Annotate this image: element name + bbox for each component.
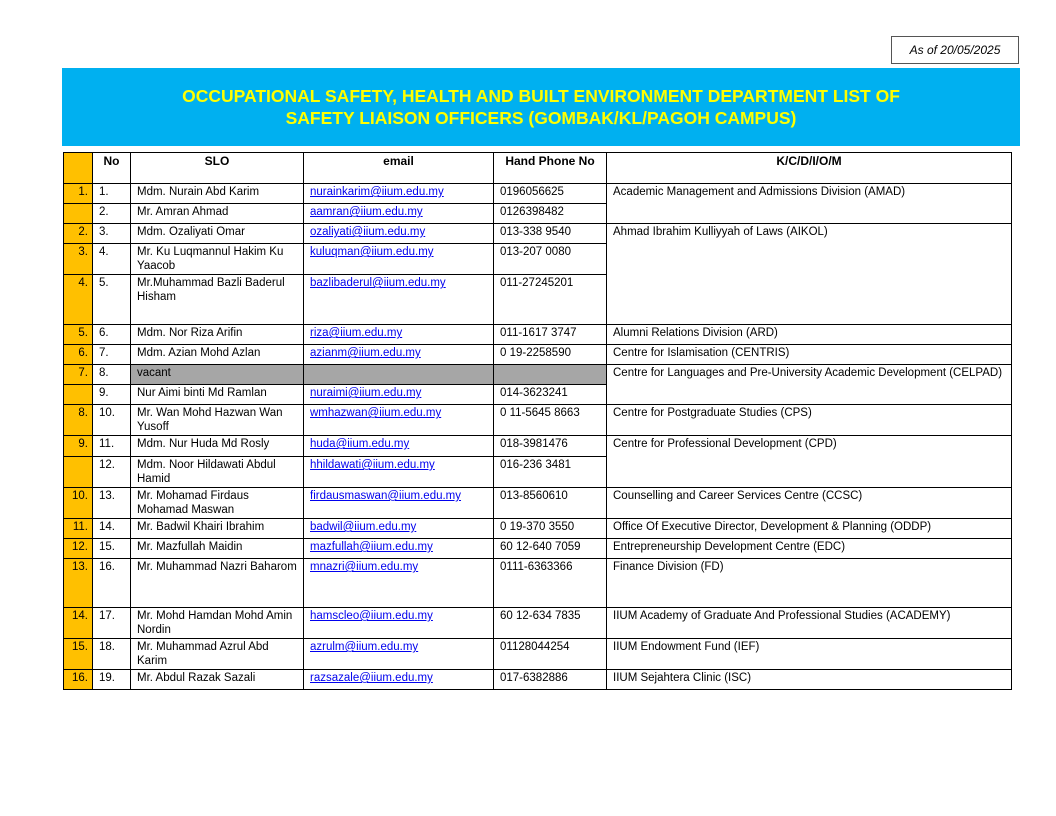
- row-index: 13.: [64, 559, 93, 608]
- email-link[interactable]: huda@iium.edu.my: [310, 438, 410, 450]
- row-index: 6.: [64, 345, 93, 365]
- row-slo: Mr. Wan Mohd Hazwan Wan Yusoff: [131, 405, 304, 436]
- row-phone: 013-207 0080: [494, 244, 607, 275]
- row-no: 18.: [93, 639, 131, 670]
- row-phone: 60 12-640 7059: [494, 539, 607, 559]
- row-index: 4.: [64, 275, 93, 325]
- row-no: 9.: [93, 385, 131, 405]
- table-row: [64, 639, 1012, 670]
- email-link[interactable]: nurainkarim@iium.edu.my: [310, 186, 444, 198]
- slo-table: [63, 152, 1012, 690]
- row-index: 12.: [64, 539, 93, 559]
- row-no: 1.: [93, 184, 131, 204]
- row-dept: Ahmad Ibrahim Kulliyyah of Laws (AIKOL): [607, 224, 1012, 325]
- row-phone: 013-338 9540: [494, 224, 607, 244]
- email-link[interactable]: aamran@iium.edu.my: [310, 206, 423, 218]
- table-header-row: [64, 153, 1012, 184]
- row-index: 2.: [64, 224, 93, 244]
- row-dept: Centre for Postgraduate Studies (CPS): [607, 405, 1012, 436]
- email-link[interactable]: ozaliyati@iium.edu.my: [310, 226, 426, 238]
- table-row: [64, 539, 1012, 559]
- row-no: 2.: [93, 204, 131, 224]
- row-dept: Alumni Relations Division (ARD): [607, 325, 1012, 345]
- row-slo: Mr. Mohamad Firdaus Mohamad Maswan: [131, 488, 304, 519]
- row-no: 8.: [93, 365, 131, 385]
- row-no: 15.: [93, 539, 131, 559]
- email-link[interactable]: firdausmaswan@iium.edu.my: [310, 490, 462, 502]
- row-no: 14.: [93, 519, 131, 539]
- page-title: [62, 68, 1020, 146]
- row-phone: 0196056625: [494, 184, 607, 204]
- table-row: [64, 670, 1012, 690]
- table-row: [64, 345, 1012, 365]
- table-row: [64, 224, 1012, 244]
- row-phone: 0111-6363366: [494, 559, 607, 608]
- row-slo: Mr. Muhammad Nazri Baharom: [131, 559, 304, 608]
- row-no: 6.: [93, 325, 131, 345]
- row-phone: 017-6382886: [494, 670, 607, 690]
- row-no: 4.: [93, 244, 131, 275]
- row-no: 7.: [93, 345, 131, 365]
- row-no: 10.: [93, 405, 131, 436]
- row-index: 10.: [64, 488, 93, 519]
- row-index: [64, 457, 93, 488]
- row-slo: Mdm. Nor Riza Arifin: [131, 325, 304, 345]
- row-slo: Mr. Abdul Razak Sazali: [131, 670, 304, 690]
- row-slo: Mr. Mazfullah Maidin: [131, 539, 304, 559]
- row-phone: 018-3981476: [494, 436, 607, 457]
- row-dept: Centre for Islamisation (CENTRIS): [607, 345, 1012, 365]
- row-slo: Mr. Amran Ahmad: [131, 204, 304, 224]
- title-line-1: OCCUPATIONAL SAFETY, HEALTH AND BUILT ENVIRONMENT DEPARTMENT LIST OF: [182, 86, 900, 106]
- row-email-empty: [304, 365, 494, 385]
- row-phone: 0 19-370 3550: [494, 519, 607, 539]
- row-slo: Nur Aimi binti Md Ramlan: [131, 385, 304, 405]
- row-no: 13.: [93, 488, 131, 519]
- header-slo: SLO: [131, 153, 304, 184]
- row-no: 19.: [93, 670, 131, 690]
- header-dept: K/C/D/I/O/M: [607, 153, 1012, 184]
- row-index: [64, 204, 93, 224]
- row-phone: 016-236 3481: [494, 457, 607, 488]
- row-slo: Mr. Mohd Hamdan Mohd Amin Nordin: [131, 608, 304, 639]
- row-slo: Mdm. Azian Mohd Azlan: [131, 345, 304, 365]
- row-slo: Mr.Muhammad Bazli Baderul Hisham: [131, 275, 304, 325]
- row-no: 16.: [93, 559, 131, 608]
- table-row: [64, 325, 1012, 345]
- row-no: 12.: [93, 457, 131, 488]
- row-dept: Finance Division (FD): [607, 559, 1012, 608]
- row-index: [64, 385, 93, 405]
- row-phone: 0 19-2258590: [494, 345, 607, 365]
- table-row: [64, 436, 1012, 457]
- row-slo: Mdm. Nurain Abd Karim: [131, 184, 304, 204]
- email-link[interactable]: mazfullah@iium.edu.my: [310, 541, 433, 553]
- row-index: 14.: [64, 608, 93, 639]
- title-line-2: SAFETY LIAISON OFFICERS (GOMBAK/KL/PAGOH CAMPUS): [285, 108, 797, 128]
- email-link[interactable]: kuluqman@iium.edu.my: [310, 246, 434, 258]
- row-phone: 013-8560610: [494, 488, 607, 519]
- row-slo: vacant: [131, 365, 304, 385]
- table-row: [64, 519, 1012, 539]
- row-no: 3.: [93, 224, 131, 244]
- row-no: 5.: [93, 275, 131, 325]
- as-of-date: As of 20/05/2025: [891, 36, 1019, 64]
- row-index: 5.: [64, 325, 93, 345]
- email-link[interactable]: azianm@iium.edu.my: [310, 347, 421, 359]
- row-index: 16.: [64, 670, 93, 690]
- row-dept: Centre for Professional Development (CPD): [607, 436, 1012, 488]
- row-no: 11.: [93, 436, 131, 457]
- row-no: 17.: [93, 608, 131, 639]
- email-link[interactable]: azrulm@iium.edu.my: [310, 641, 419, 653]
- row-slo: Mdm. Nur Huda Md Rosly: [131, 436, 304, 457]
- row-phone: 014-3623241: [494, 385, 607, 405]
- row-slo: Mr. Badwil Khairi Ibrahim: [131, 519, 304, 539]
- row-dept: IIUM Endowment Fund (IEF): [607, 639, 1012, 670]
- table-row: [64, 608, 1012, 639]
- row-dept: Counselling and Career Services Centre (CCSC): [607, 488, 1012, 519]
- row-index: 1.: [64, 184, 93, 204]
- row-slo: Mr. Muhammad Azrul Abd Karim: [131, 639, 304, 670]
- table-row: [64, 405, 1012, 436]
- email-link[interactable]: riza@iium.edu.my: [310, 327, 403, 339]
- row-phone: 0126398482: [494, 204, 607, 224]
- email-link[interactable]: hhildawati@iium.edu.my: [310, 459, 435, 471]
- row-dept: IIUM Academy of Graduate And Professional Studies (ACADEMY): [607, 608, 1012, 639]
- table-row: [64, 488, 1012, 519]
- row-dept: Academic Management and Admissions Division (AMAD): [607, 184, 1012, 224]
- row-index: 11.: [64, 519, 93, 539]
- email-link[interactable]: mnazri@iium.edu.my: [310, 561, 419, 573]
- email-link[interactable]: wmhazwan@iium.edu.my: [310, 407, 442, 419]
- table-row: [64, 559, 1012, 608]
- email-link[interactable]: hamscleo@iium.edu.my: [310, 610, 433, 622]
- row-index: 8.: [64, 405, 93, 436]
- row-phone: 01128044254: [494, 639, 607, 670]
- email-link[interactable]: nuraimi@iium.edu.my: [310, 387, 422, 399]
- email-link[interactable]: bazlibaderul@iium.edu.my: [310, 277, 446, 289]
- header-phone: Hand Phone No: [494, 153, 607, 184]
- email-link[interactable]: razsazale@iium.edu.my: [310, 672, 433, 684]
- row-phone: 0 11-5645 8663: [494, 405, 607, 436]
- row-dept: Entrepreneurship Development Centre (EDC): [607, 539, 1012, 559]
- row-dept: Office Of Executive Director, Development & Planning (ODDP): [607, 519, 1012, 539]
- row-phone: [494, 365, 607, 385]
- row-dept: IIUM Sejahtera Clinic (ISC): [607, 670, 1012, 690]
- row-phone: 60 12-634 7835: [494, 608, 607, 639]
- row-index: 15.: [64, 639, 93, 670]
- row-phone: 011-1617 3747: [494, 325, 607, 345]
- header-no: No: [93, 153, 131, 184]
- table-row: [64, 184, 1012, 204]
- row-slo: Mr. Ku Luqmannul Hakim Ku Yaacob: [131, 244, 304, 275]
- header-index: [64, 153, 93, 184]
- header-email: email: [304, 153, 494, 184]
- row-phone: 011-27245201: [494, 275, 607, 325]
- email-link[interactable]: badwil@iium.edu.my: [310, 521, 417, 533]
- row-index: 3.: [64, 244, 93, 275]
- row-index: 9.: [64, 436, 93, 457]
- row-index: 7.: [64, 365, 93, 385]
- row-slo: Mdm. Ozaliyati Omar: [131, 224, 304, 244]
- row-slo: Mdm. Noor Hildawati Abdul Hamid: [131, 457, 304, 488]
- table-row: [64, 365, 1012, 385]
- row-dept: Centre for Languages and Pre-University Academic Development (CELPAD): [607, 365, 1012, 405]
